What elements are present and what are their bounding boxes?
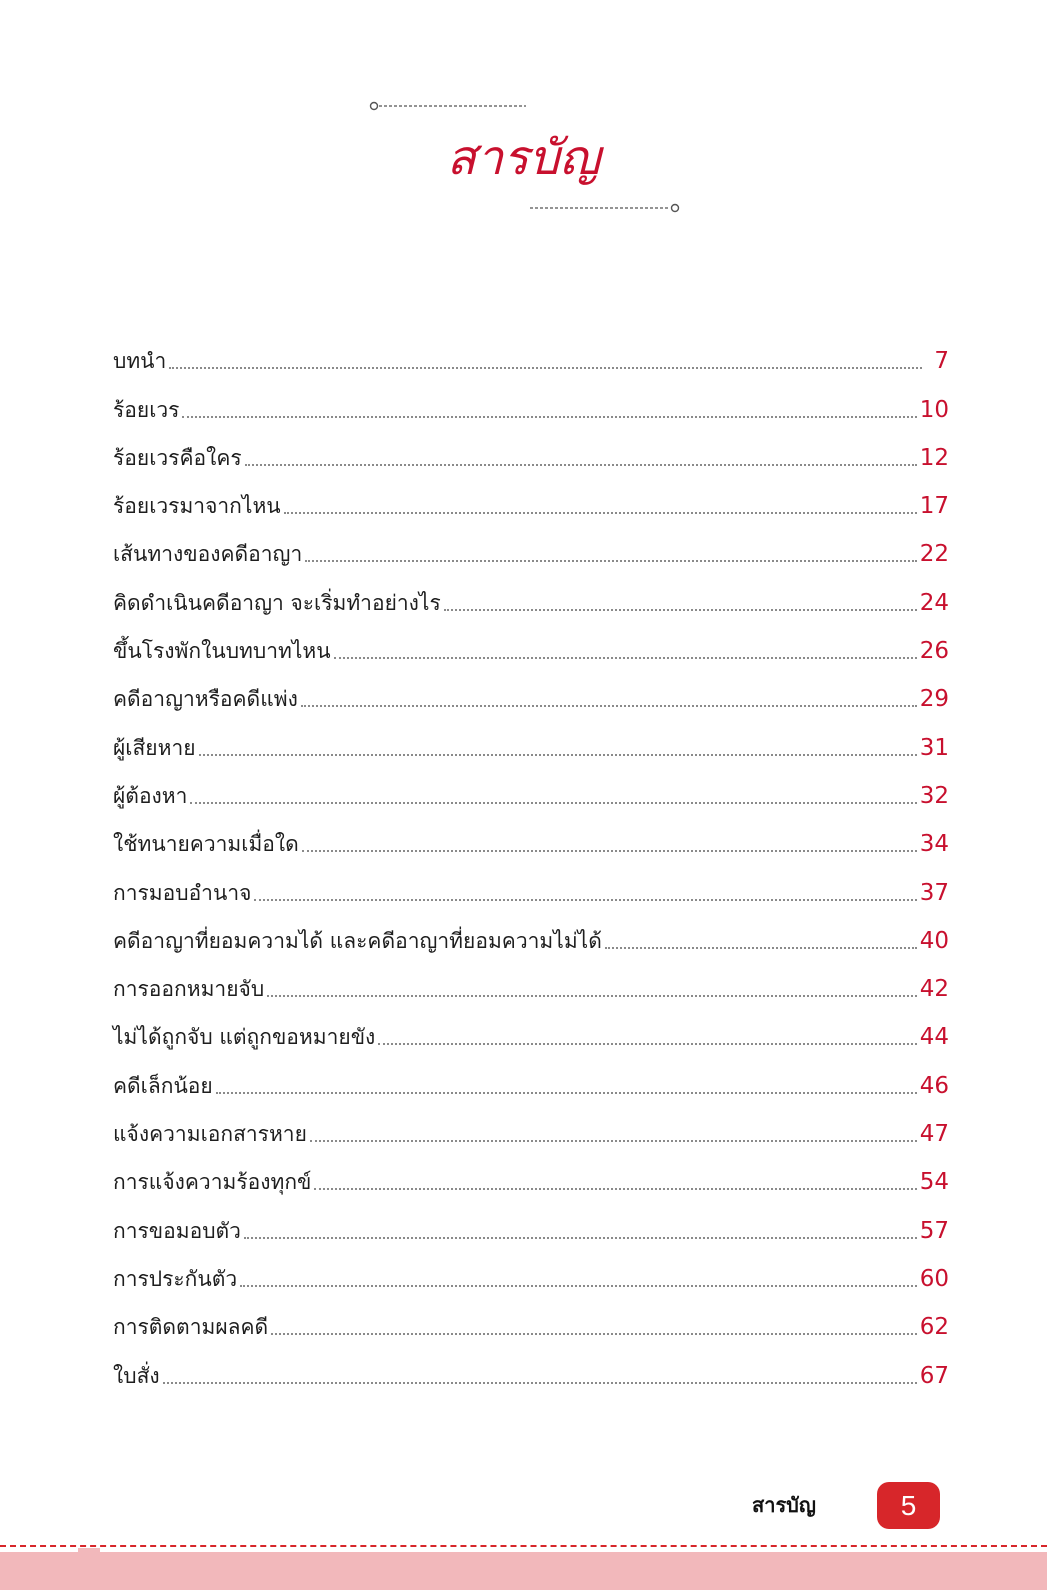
dot-leader: [302, 850, 917, 852]
toc-entry-page: 24: [919, 589, 949, 616]
dot-leader: [305, 560, 916, 562]
toc-entry-page: 44: [919, 1024, 949, 1051]
toc-entry[interactable]: [113, 577, 949, 625]
toc-entry-page: 62: [919, 1314, 949, 1341]
dot-leader: [199, 754, 917, 756]
toc-entry[interactable]: [113, 529, 949, 577]
dot-leader: [163, 1382, 917, 1384]
toc-entry-title: คดีอาญาหรือคดีแพ่ง: [113, 687, 298, 712]
toc-entry-page: 22: [919, 541, 949, 568]
toc-entry-title: ผู้ต้องหา: [113, 783, 188, 808]
dot-leader: [267, 995, 917, 997]
toc-entry-title: ใบสั่ง: [113, 1363, 160, 1388]
toc-entry[interactable]: [113, 819, 949, 867]
toc-entry-page: 40: [919, 927, 949, 954]
title-area: [0, 0, 1047, 240]
dot-leader: [334, 657, 917, 659]
dot-leader: [190, 802, 916, 804]
toc-entry-title: ผู้เสียหาย: [113, 735, 196, 760]
dot-leader: [216, 1092, 917, 1094]
dot-leader: [284, 512, 917, 514]
toc-entry-title: การประกันตัว: [113, 1266, 238, 1291]
dot-leader: [240, 1285, 917, 1287]
toc-entry-title: ใช้ทนายความเมื่อใด: [113, 832, 299, 857]
toc-entry[interactable]: [113, 384, 949, 432]
dot-leader: [245, 464, 917, 466]
toc-entry-page: 7: [934, 348, 949, 375]
dot-leader: [244, 1237, 917, 1239]
dotted-line-ornament-bottom: [530, 202, 700, 214]
toc-entry-title: คดีอาญาที่ยอมความได้ และคดีอาญาที่ยอมความไม่ได้: [113, 928, 602, 953]
toc-entry-title: การมอบอำนาจ: [113, 880, 252, 905]
dot-leader: [271, 1333, 917, 1335]
toc-entry-page: 37: [919, 879, 949, 906]
toc-entry-title: ขึ้นโรงพักในบทบาทไหน: [113, 639, 331, 664]
toc-entry-title: แจ้งความเอกสารหาย: [113, 1122, 307, 1147]
toc-entry-page: 60: [919, 1265, 949, 1292]
toc-entry[interactable]: [113, 1109, 949, 1157]
toc-entry-page: 57: [919, 1217, 949, 1244]
toc-entry-page: 42: [919, 976, 949, 1003]
toc-entry-page: 26: [919, 638, 949, 665]
toc-entry-title: การขอมอบตัว: [113, 1218, 241, 1243]
dot-leader: [254, 899, 916, 901]
toc-entry[interactable]: [113, 674, 949, 722]
page-title: สารบัญ: [446, 130, 601, 186]
toc-entry[interactable]: [113, 1060, 949, 1108]
toc-entry-page: 29: [919, 686, 949, 713]
toc-entry-page: 10: [919, 396, 949, 423]
dot-leader: [182, 416, 916, 418]
toc-entry[interactable]: [113, 336, 949, 384]
toc-entry[interactable]: [113, 722, 949, 770]
toc-entry-title: ร้อยเวรมาจากไหน: [113, 494, 281, 519]
dot-leader: [169, 367, 922, 369]
toc-entry-page: 31: [919, 734, 949, 761]
toc-entry[interactable]: [113, 481, 949, 529]
toc-entry-title: บทนำ: [113, 349, 167, 374]
toc-entry-page: 47: [919, 1121, 949, 1148]
dot-leader: [310, 1140, 917, 1142]
toc-entry-title: ร้อยเวร: [113, 397, 180, 422]
toc-entry[interactable]: [113, 1350, 949, 1398]
toc-entry-title: การติดตามผลคดี: [113, 1315, 269, 1340]
toc-entry-page: 54: [919, 1169, 949, 1196]
toc-entry-page: 34: [919, 831, 949, 858]
toc-entry-page: 46: [919, 1072, 949, 1099]
toc-entry[interactable]: [113, 964, 949, 1012]
toc-entry[interactable]: [113, 433, 949, 481]
toc-entry-title: ร้อยเวรคือใคร: [113, 445, 242, 470]
footer-section-label: สารบัญ: [752, 1493, 816, 1517]
toc-entry[interactable]: [113, 867, 949, 915]
toc-entry-page: 17: [919, 493, 949, 520]
toc-entry[interactable]: [113, 1205, 949, 1253]
dot-leader: [605, 947, 917, 949]
footer-dashed-rule: [0, 1545, 1047, 1547]
toc-entry-page: 67: [919, 1362, 949, 1389]
dot-leader: [314, 1188, 916, 1190]
toc-entry[interactable]: [113, 916, 949, 964]
table-of-contents: [113, 336, 949, 1399]
toc-entry[interactable]: [113, 771, 949, 819]
toc-entry-title: การออกหมายจับ: [113, 977, 265, 1002]
toc-entry[interactable]: [113, 1012, 949, 1060]
dot-leader: [301, 705, 917, 707]
toc-entry-page: 32: [919, 782, 949, 809]
toc-entry-title: คิดดำเนินคดีอาญา จะเริ่มทำอย่างไร: [113, 590, 441, 615]
dot-leader: [444, 609, 917, 611]
page-number-badge: 5: [877, 1482, 940, 1529]
toc-entry[interactable]: [113, 1157, 949, 1205]
dot-leader: [378, 1043, 916, 1045]
toc-entry[interactable]: [113, 626, 949, 674]
toc-entry[interactable]: [113, 1302, 949, 1350]
toc-entry-page: 12: [919, 444, 949, 471]
toc-entry[interactable]: [113, 1254, 949, 1302]
toc-entry-title: การแจ้งความร้องทุกข์: [113, 1170, 312, 1195]
toc-entry-title: เส้นทางของคดีอาญา: [113, 542, 303, 567]
footer-band: [0, 1552, 1047, 1590]
toc-entry-title: ไม่ได้ถูกจับ แต่ถูกขอหมายขัง: [113, 1025, 376, 1050]
toc-entry-title: คดีเล็กน้อย: [113, 1073, 213, 1098]
dotted-line-ornament-top: [368, 100, 538, 112]
